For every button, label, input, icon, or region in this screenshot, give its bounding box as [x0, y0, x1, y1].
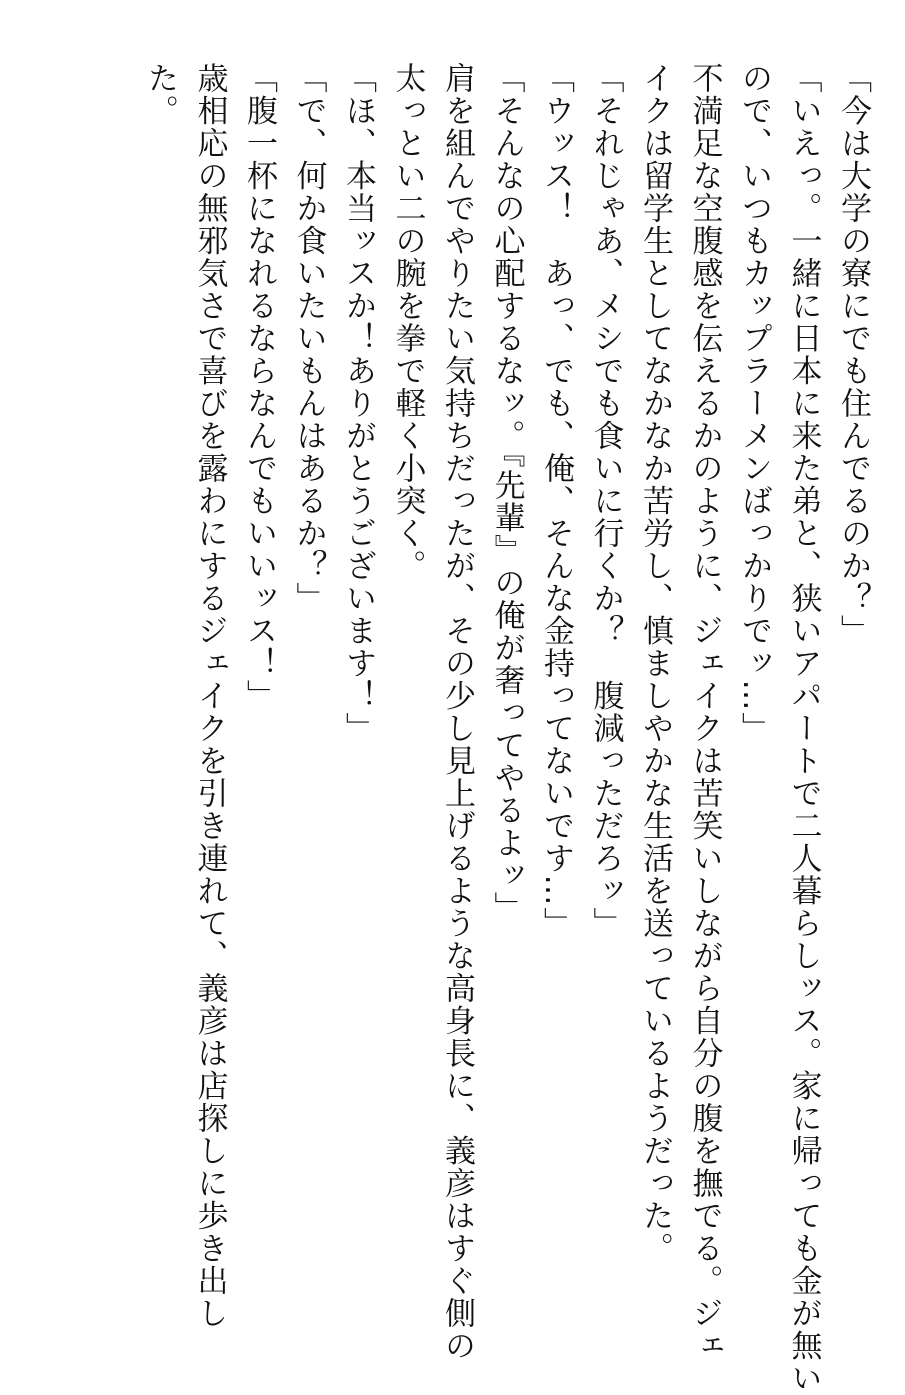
text-line: 「腹一杯になれるならなんでもいいッス！」: [241, 62, 277, 712]
text-line: イクは留学生としてなかなか苦労し、慎ましやかな生活を送っているようだった。: [637, 62, 673, 1265]
vertical-text-block: [135, 62, 878, 1395]
text-line: ので、いつもカップラーメンばっかりでッ…」: [736, 62, 772, 745]
text-line: 「今は大学の寮にでも住んでるのか？」: [835, 62, 871, 647]
text-line: 太っとい二の腕を拳で軽く小突く。: [389, 62, 426, 582]
text-line: 「それじゃあ、メシでも食いに行くか？ 腹減っただろッ」: [587, 62, 624, 940]
text-line: 「ウッス！ あっ、でも、俺、そんな金持ってないです…」: [538, 62, 574, 940]
text-line: 不満足な空腹感を伝えるかのように、ジェイクは苦笑いしながら自分の腹を撫でる。ジェ: [686, 62, 723, 1362]
text-line: た。: [142, 62, 178, 127]
text-line: 肩を組んでやりたい気持ちだったが、その少し見上げるような高身長に、義彦はすぐ側の: [439, 62, 475, 1362]
text-line: 「ほ、本当ッスか！ありがとうございます！」: [340, 62, 376, 745]
text-line: 「で、何か食いたいもんはあるか？」: [290, 62, 327, 615]
text-line: 歳相応の無邪気さで喜びを露わにするジェイクを引き連れて、義彦は店探しに歩き出し: [191, 62, 228, 1330]
text-line: 「そんなの心配するなッ。『先輩』の俺が奢ってやるよッ」: [488, 62, 525, 924]
text-line: 「いえっ。一緒に日本に来た弟と、狭いアパートで二人暮らしッス。家に帰っても金が無い: [785, 62, 822, 1395]
